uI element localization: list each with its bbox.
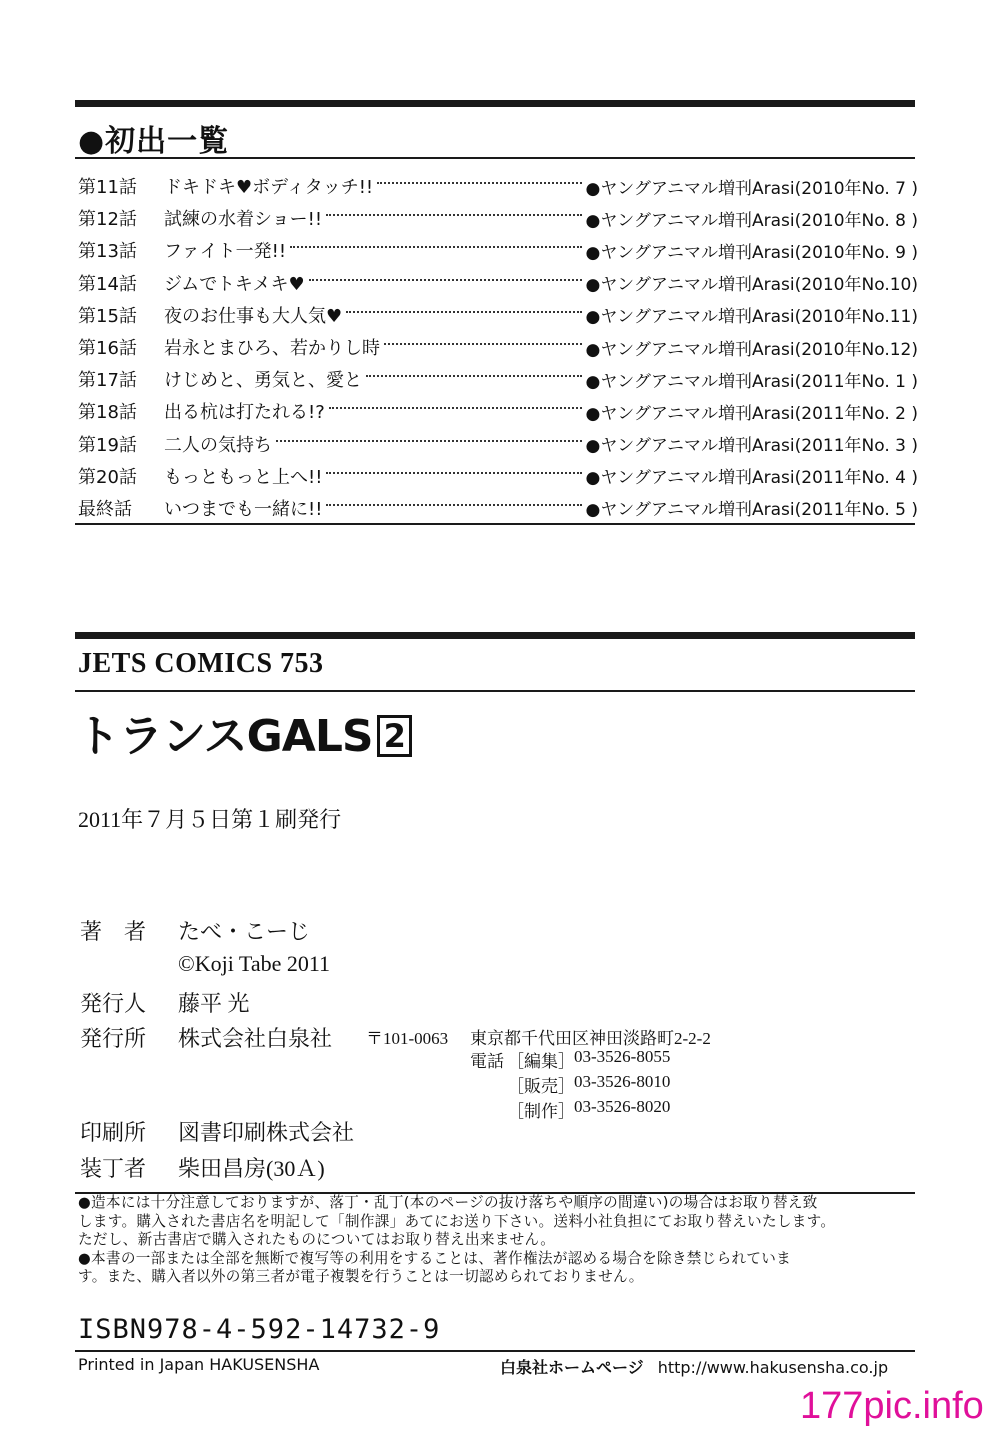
phone-dept-sales: ［販売］: [507, 1077, 575, 1096]
dot-leader: [366, 375, 582, 377]
episode-number: 第16話: [78, 338, 137, 360]
homepage-url[interactable]: http://www.hakusensha.co.jp: [657, 1358, 889, 1377]
volume-number: 2: [377, 715, 412, 757]
episode-source: ●ヤングアニマル増刊Arasi(2010年No. 8 ): [585, 210, 918, 231]
copyright: ©Koji Tabe 2011: [178, 951, 331, 976]
dot-leader: [290, 246, 581, 248]
episode-title: ジムでトキメキ♥: [164, 273, 305, 295]
episode-number: 第18話: [78, 402, 137, 424]
postal-code: 〒101-0063: [366, 1029, 449, 1048]
episode-row: [78, 170, 918, 202]
episode-row: [78, 202, 918, 234]
book-title: [76, 700, 412, 764]
dot-leader: [326, 214, 581, 216]
dot-leader: [309, 279, 582, 281]
dot-leader: [377, 182, 581, 184]
printer-label: 印刷所: [80, 1120, 147, 1145]
episode-row: [78, 428, 918, 460]
book-title-text: トランスGALS: [76, 711, 373, 762]
episode-row: [78, 395, 918, 427]
printed-in: Printed in Japan HAKUSENSHA: [78, 1355, 320, 1374]
publication-date: 2011年７月５日第１刷発行: [78, 807, 342, 832]
phone-number-production: 03-3526-8020: [574, 1097, 671, 1116]
address: 東京都千代田区神田淡路町2-2-2: [470, 1029, 711, 1048]
episode-title: いつまでも一緒に!!: [164, 498, 323, 520]
episode-title: 夜のお仕事も大人気♥: [164, 305, 343, 327]
episode-source: ●ヤングアニマル増刊Arasi(2011年No. 3 ): [585, 436, 918, 457]
dot-leader: [384, 343, 582, 345]
episode-number: 第12話: [78, 209, 137, 231]
isbn: ISBN978-4-592-14732-9: [78, 1314, 441, 1345]
episode-title: けじめと、勇気と、愛と: [164, 370, 362, 392]
episode-title: もっともっと上へ!!: [164, 466, 323, 488]
first-appearance-heading: ●初出一覧: [78, 124, 230, 159]
phone-number-editorial: 03-3526-8055: [574, 1047, 671, 1066]
homepage-label: 白泉社ホームページ: [500, 1358, 644, 1377]
phone-label: 電話: [470, 1052, 504, 1071]
notice-block: [78, 1194, 923, 1287]
episode-list: [78, 170, 918, 524]
dot-leader: [329, 407, 582, 409]
episode-number: 第20話: [78, 466, 137, 488]
phone-dept-editorial: ［編集］: [507, 1052, 575, 1071]
author-name: たべ・こーじ: [178, 919, 311, 944]
episode-title: 二人の気持ち: [164, 434, 272, 456]
dot-leader: [346, 311, 581, 313]
episode-source: ●ヤングアニマル増刊Arasi(2010年No.11): [585, 307, 918, 328]
episode-number: 第14話: [78, 273, 137, 295]
homepage-info: [500, 1355, 888, 1378]
notice-line: ●造本には十分注意しておりますが、落丁・乱丁(本のページの抜け落ちや順序の間違い)の場合はお取り替え致: [78, 1194, 818, 1211]
episode-row: [78, 363, 918, 395]
notice-line: す。また、購入者以外の第三者が電子複製を行うことは一切認められておりません。: [78, 1268, 644, 1285]
episode-number: 第13話: [78, 241, 137, 263]
episode-source: ●ヤングアニマル増刊Arasi(2010年No.12): [585, 339, 918, 360]
episode-row: [78, 460, 918, 492]
designer-label: 装丁者: [80, 1156, 147, 1181]
designer-name: 柴田昌房(30Ａ): [178, 1156, 325, 1181]
episode-title: 試練の水着ショー!!: [164, 209, 323, 231]
isbn-underline: [75, 1350, 915, 1352]
episode-title: 出る杭は打たれる!?: [164, 402, 325, 424]
author-label: 著 者: [80, 919, 147, 944]
episode-title: 岩永とまひろ、若かりし時: [164, 338, 380, 360]
episode-number: 第19話: [78, 434, 137, 456]
episode-row: [78, 267, 918, 299]
episode-number: 第11話: [78, 177, 137, 199]
publisher-name: 株式会社白泉社: [178, 1026, 333, 1051]
notice-line: します。購入された書店名を明記して「制作課」あてにお送り下さい。送料小社負担にてお取り替えいたします。: [78, 1212, 836, 1230]
phone-dept-production: ［制作］: [507, 1102, 575, 1121]
series-label: JETS COMICS 753: [78, 648, 324, 679]
episode-number: 第17話: [78, 370, 137, 392]
notice-line: ●本書の一部または全部を無断で複写等の利用をすることは、著作権法が認める場合を除き禁じられていま: [78, 1249, 792, 1267]
episode-row: [78, 299, 918, 331]
episode-number: 第15話: [78, 305, 137, 327]
top-thick-rule: [75, 100, 915, 107]
episode-title: ファイト一発!!: [164, 241, 287, 263]
publisher-person-label: 発行人: [80, 991, 147, 1016]
episode-source: ●ヤングアニマル増刊Arasi(2010年No. 9 ): [585, 242, 918, 263]
publisher-label: 発行所: [80, 1026, 147, 1051]
series-underline: [75, 690, 915, 692]
episode-number: 最終話: [78, 498, 132, 520]
episode-source: ●ヤングアニマル増刊Arasi(2011年No. 1 ): [585, 371, 918, 392]
episode-row: [78, 234, 918, 266]
episode-row: [78, 331, 918, 363]
episode-source: ●ヤングアニマル増刊Arasi(2010年No. 7 ): [585, 178, 918, 199]
printer-name: 図書印刷株式会社: [178, 1120, 355, 1145]
dot-leader: [276, 440, 582, 442]
episode-source: ●ヤングアニマル増刊Arasi(2010年No.10): [585, 275, 918, 296]
episode-title: ドキドキ♥ボディタッチ!!: [164, 177, 374, 199]
colophon-thick-rule: [75, 632, 915, 639]
phone-number-sales: 03-3526-8010: [574, 1072, 671, 1091]
episode-row: [78, 492, 918, 524]
publisher-person: 藤平 光: [178, 991, 250, 1016]
notice-line: ただし、新古書店で購入されたものについてはお取り替え出来ません。: [78, 1231, 556, 1248]
episode-source: ●ヤングアニマル増刊Arasi(2011年No. 4 ): [585, 468, 918, 489]
episode-source: ●ヤングアニマル増刊Arasi(2011年No. 5 ): [585, 500, 918, 521]
episode-source: ●ヤングアニマル増刊Arasi(2011年No. 2 ): [585, 403, 918, 424]
watermark: 177pic.info: [800, 1385, 984, 1427]
dot-leader: [326, 504, 581, 506]
list-bottom-rule: [75, 523, 915, 525]
dot-leader: [326, 472, 581, 474]
